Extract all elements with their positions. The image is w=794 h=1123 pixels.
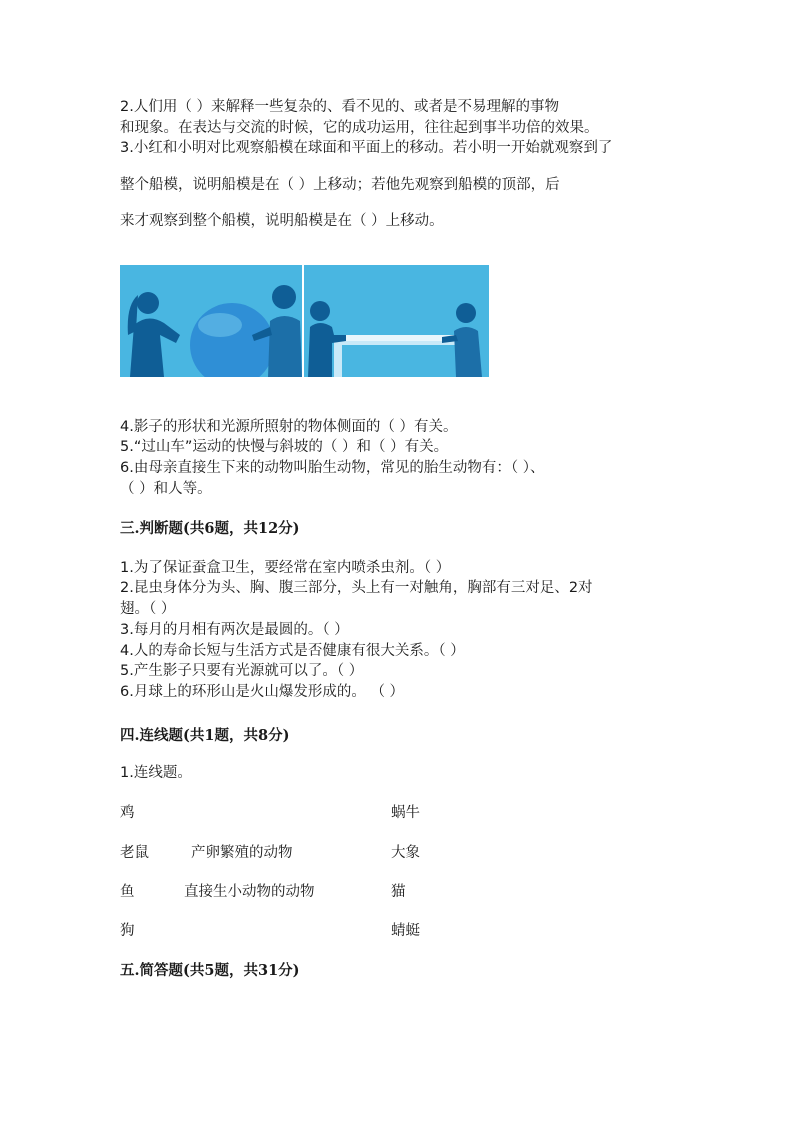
match-middle-item: 产卵繁殖的动物 xyxy=(191,845,293,861)
match-left-item: 老鼠 xyxy=(120,845,149,861)
ship-model-photo xyxy=(120,265,489,377)
match-left-item: 鱼 xyxy=(120,884,135,900)
question-2-line-1: 2.人们用（ ）来解释一些复杂的、看不见的、或者是不易理解的事物 xyxy=(120,99,559,115)
match-right-item: 猫 xyxy=(391,884,406,900)
question-3-line-1: 3.小红和小明对比观察船模在球面和平面上的移动。若小明一开始就观察到了 xyxy=(120,140,613,156)
judge-item: 2.昆虫身体分为头、胸、腹三部分，头上有一对触角，胸部有三对足、2对 xyxy=(120,580,593,596)
judge-item-continued: 翅。（ ） xyxy=(120,601,176,617)
judge-item: 3.每月的月相有两次是最圆的。（ ） xyxy=(120,622,349,638)
ship-model-illustration xyxy=(120,265,489,377)
section-4-heading: 四.连线题(共1题，共8分) xyxy=(120,727,290,744)
match-right-item: 蜻蜓 xyxy=(391,923,420,939)
question-3-line-3: 来才观察到整个船模，说明船模是在（ ）上移动。 xyxy=(120,213,444,229)
question-6-line-1: 6.由母亲直接生下来的动物叫胎生动物，常见的胎生动物有：（ ）、 xyxy=(120,460,545,476)
judge-item: 6.月球上的环形山是火山爆发形成的。 （ ） xyxy=(120,684,405,700)
judge-item: 5.产生影子只要有光源就可以了。（ ） xyxy=(120,663,364,679)
match-left-item: 狗 xyxy=(120,923,135,939)
judge-item: 4.人的寿命长短与生活方式是否健康有很大关系。（ ） xyxy=(120,643,465,659)
question-3-line-2: 整个船模，说明船模是在（ ）上移动；若他先观察到船模的顶部，后 xyxy=(120,177,560,193)
question-4: 4.影子的形状和光源所照射的物体侧面的（ ）有关。 xyxy=(120,419,458,435)
question-2-line-2: 和现象。在表达与交流的时候，它的成功运用，往往起到事半功倍的效果。 xyxy=(120,120,599,136)
match-middle-item: 直接生小动物的动物 xyxy=(184,884,315,900)
match-left-item: 鸡 xyxy=(120,805,135,821)
question-6-line-2: （ ）和人等。 xyxy=(120,481,212,497)
question-5: 5.“过山车”运动的快慢与斜坡的（ ）和（ ）有关。 xyxy=(120,439,449,455)
matching-question: 1.连线题。 xyxy=(120,765,192,781)
section-3-heading: 三.判断题(共6题，共12分) xyxy=(120,520,300,537)
judge-item: 1.为了保证蚕盒卫生，要经常在室内喷杀虫剂。（ ） xyxy=(120,560,451,576)
match-right-item: 蜗牛 xyxy=(391,805,420,821)
section-5-heading: 五.简答题(共5题，共31分) xyxy=(120,962,300,979)
match-right-item: 大象 xyxy=(391,845,420,861)
